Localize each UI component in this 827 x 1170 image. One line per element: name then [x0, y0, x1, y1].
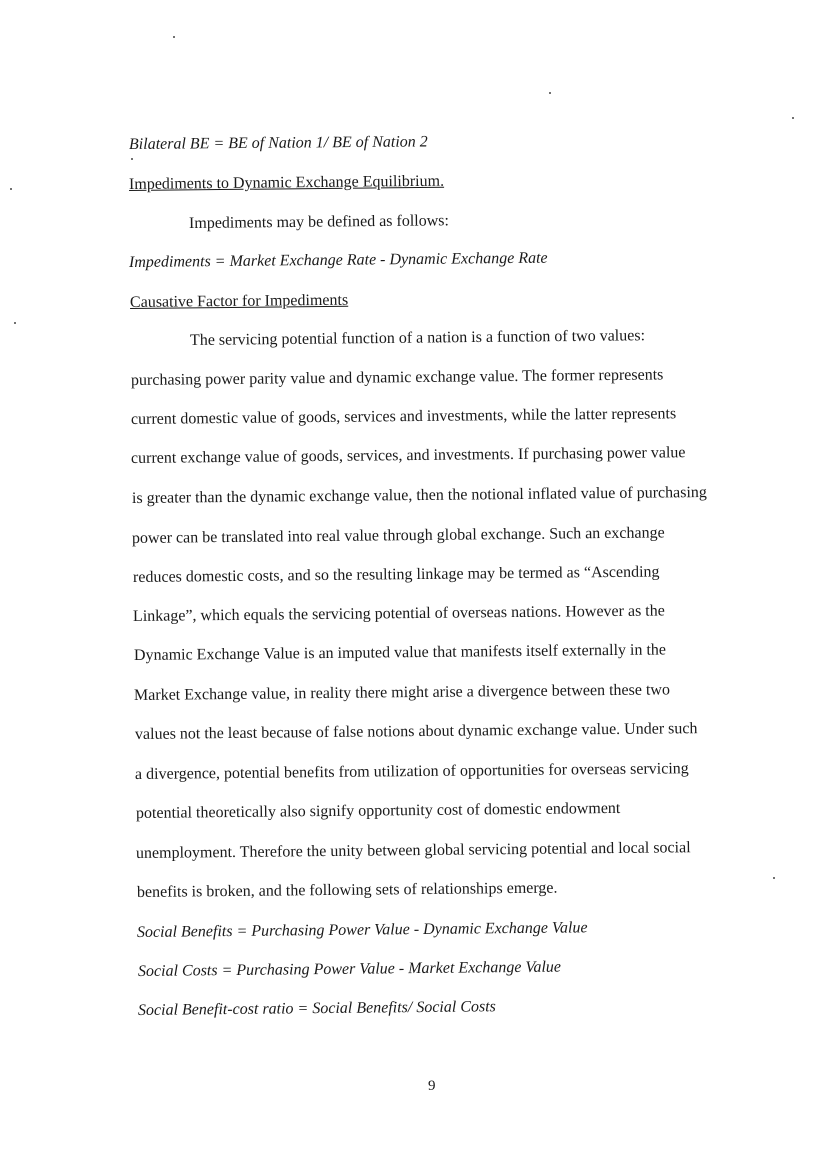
paragraph-line: potential theoretically also signify opportunity cost of domestic endowment — [135, 799, 621, 822]
paragraph-line: Impediments may be defined as follows: — [188, 212, 450, 232]
scan-speck — [10, 188, 12, 190]
paragraph-line: unemployment. Therefore the unity between global servicing potential and local social — [135, 839, 691, 862]
section-heading-causative-factor: Causative Factor for Impediments — [129, 291, 349, 311]
bilateral-be-formula: Bilateral BE = BE of Nation 1/ BE of Nation 2 — [128, 133, 428, 153]
paragraph-line: Linkage”, which equals the servicing potential of overseas nations. However as the — [132, 602, 665, 625]
scan-speck — [14, 322, 16, 324]
paragraph-line: benefits is broken, and the following sets of relationships emerge. — [136, 879, 558, 901]
paragraph-line: Market Exchange value, in reality there might arise a divergence between these two — [133, 681, 670, 704]
social-benefits-formula: Social Benefits = Purchasing Power Value - Dynamic Exchange Value — [136, 919, 588, 941]
scan-speck — [773, 877, 775, 879]
social-costs-formula: Social Costs = Purchasing Power Value - Market Exchange Value — [137, 958, 562, 980]
paragraph-line: Dynamic Exchange Value is an imputed value that manifests itself externally in the — [133, 641, 667, 664]
paragraph-line: power can be translated into real value through global exchange. Such an exchange — [131, 524, 665, 547]
paragraph-line: is greater than the dynamic exchange value, then the notional inflated value of purchasing — [131, 483, 707, 507]
impediments-formula: Impediments = Market Exchange Rate - Dynamic Exchange Rate — [128, 249, 548, 271]
scan-speck — [173, 36, 175, 38]
scan-speck — [131, 158, 133, 160]
paragraph-line: purchasing power parity value and dynamic exchange value. The former represents — [130, 366, 664, 389]
paragraph-line: a divergence, potential benefits from utilization of opportunities for overseas servicing — [134, 760, 689, 783]
scan-speck — [792, 117, 794, 119]
benefit-cost-ratio-formula: Social Benefit-cost ratio = Social Benefits/ Social Costs — [137, 998, 496, 1019]
paragraph-line: reduces domestic costs, and so the resulting linkage may be termed as “Ascending — [132, 563, 660, 586]
paragraph-line: current exchange value of goods, services, and investments. If purchasing power value — [130, 444, 686, 467]
section-heading-impediments: Impediments to Dynamic Exchange Equilibrium. — [128, 172, 445, 193]
paragraph-line: values not the least because of false notions about dynamic exchange value. Under such — [134, 720, 698, 743]
scan-speck — [549, 92, 551, 94]
paragraph-line: current domestic value of goods, services and investments, while the latter represents — [130, 405, 677, 428]
page-number: 9 — [428, 1078, 436, 1094]
paragraph-line: The servicing potential function of a nation is a function of two values: — [189, 327, 646, 349]
